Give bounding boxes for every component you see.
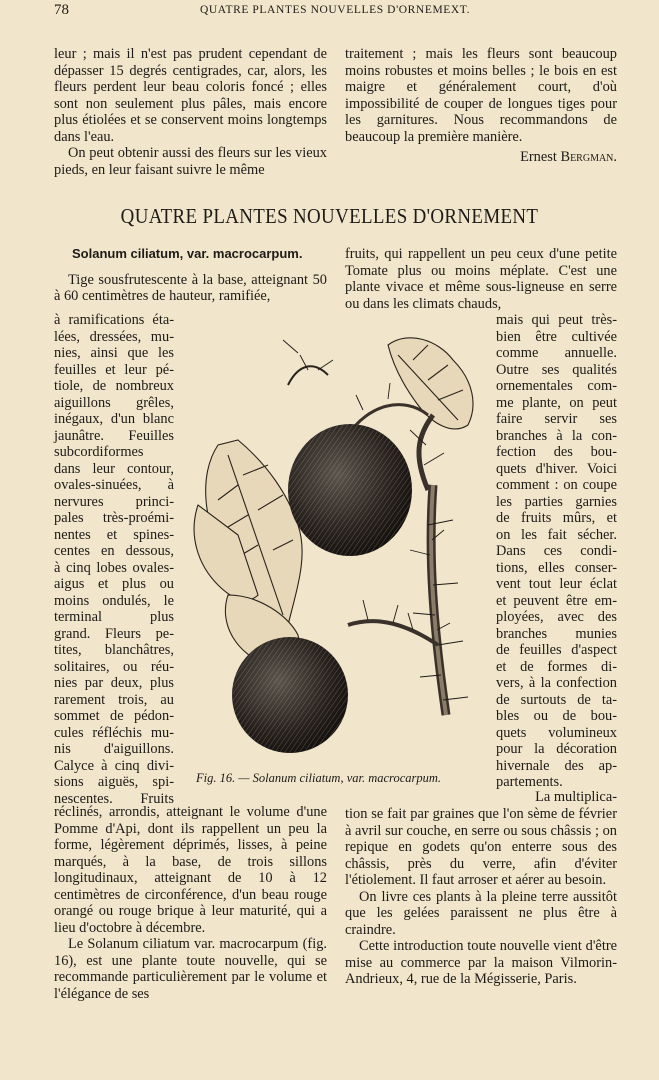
left-narrow-text — [54, 312, 174, 807]
text-line: nentes et spines- — [54, 526, 174, 543]
left-bottom-text: réclinés, arrondis, atteignant le volume d'une Pomme d'Api, dont ils rappellent un peu la forme, légèrement déprimés, lisses, à peine marqués, à la base, de trois sillons longitudinaux, atteignant de 10 à 12 centimètres de circonférence, d'un beau rouge orangé ou rouge brique à leur maturité, qui a lieu d'octobre à décembre. Le Solanum ciliatum var. macrocarpum (fig. 16), est une plante toute nouvelle, qui se recommande particulièrement par le volume et l'élégance de ses — [54, 804, 327, 1002]
text-line: faire servir ses — [496, 411, 617, 427]
paragraph: Cette introduction toute nouvelle vient d'être mise au commerce par la maison Vilmorin-Andrieux, 4, rue de la Mégisserie, Paris. — [345, 938, 617, 987]
text-line: à ramifications éta- — [54, 312, 174, 328]
page-number: 78 — [54, 2, 69, 18]
text-line: quets d'hiver. Voici — [496, 460, 617, 477]
paragraph: tion se fait par graines que l'on sème de février à avril sur couche, en serre ou sous châssis ; on repique en godets qu'on enterre sous des châssis, près du verre, afin d'éviter l'étiolement. Il faut arroser et aérer au besoin. — [345, 806, 617, 888]
text-line: branches munies — [496, 625, 617, 642]
text-line: vers, à la confection — [496, 675, 617, 691]
paragraph: leur ; mais il n'est pas prudent cependant de dépasser 15 degrés centigrades, car, alors, les fleurs perdent leur beau coloris foncé ; elles sont non seulement plus pâles, mais encore plus étiolées et se conservent moins longtemps dans l'eau. — [54, 46, 327, 145]
text-line: tions, elles conser- — [496, 559, 617, 576]
text-line: terminal plus — [54, 609, 174, 625]
solanum-engraving — [188, 325, 496, 767]
text-line: sommet de pédon- — [54, 708, 174, 724]
text-line: ovales-sinuées, à — [54, 477, 174, 493]
article-title: QUATRE PLANTES NOUVELLES D'ORNEMENT — [120, 204, 539, 228]
text-line: à cinq lobes ovales- — [54, 559, 174, 576]
signature: Ernest Bergman. — [520, 149, 617, 165]
top-right-column — [345, 46, 617, 166]
text-line: tiole, de nombreux — [54, 378, 174, 394]
text-line: tites, blanchâtres, — [54, 642, 174, 658]
text-line: Dans ces condi- — [496, 543, 617, 559]
text-line: inégaux, d'un blanc — [54, 411, 174, 427]
paragraph: traitement ; mais les fleurs sont beaucoup moins robustes et moins belles ; le bois en est maigre et généralement court, d'où impossibilité de couper de longues tiges pour les garnitures. Nous recommandons de beaucoup la première manière. — [345, 46, 617, 145]
paragraph: On peut obtenir aussi des fleurs sur les vieux pieds, en leur faisant suivre le même — [54, 145, 327, 178]
text-line: nis d'aiguillons. — [54, 741, 174, 757]
top-left-column — [54, 46, 327, 178]
paragraph: On livre ces plants à la pleine terre aussitôt que les gelées paraissent ne plus être à craindre. — [345, 888, 617, 938]
text-line: bles ou de bou- — [496, 708, 617, 724]
text-line: lées, dressées, mu- — [54, 328, 174, 345]
text-line: les parties garnies — [496, 493, 617, 510]
text-line: aiguillons grêles, — [54, 394, 174, 411]
text-line: fection des bou- — [496, 444, 617, 460]
figure-caption: Fig. 16. — Solanum ciliatum, var. macrocarpum. — [196, 771, 442, 785]
text-line: de fruits mûrs, et — [496, 510, 617, 526]
right-multiplication: La multiplica- — [535, 789, 617, 805]
text-line: partements. — [496, 774, 563, 790]
figure-illustration — [188, 325, 496, 767]
text-line: branches à la con- — [496, 427, 617, 444]
text-line: nescentes. Fruits — [54, 790, 174, 807]
running-header — [0, 2, 659, 22]
article-left-intro — [54, 246, 327, 305]
text-line: dans leur contour, — [54, 460, 174, 477]
text-line: ornementales com- — [496, 378, 617, 394]
text-line: nies, ainsi que les — [54, 345, 174, 361]
text-line: subcordiformes — [54, 444, 144, 460]
text-line: ployées, avec des — [496, 609, 617, 625]
text-line: comme annuelle. — [496, 345, 617, 361]
text-line: centes en dessous, — [54, 543, 174, 559]
text-line: et de formes di- — [496, 658, 617, 675]
right-narrow-text — [496, 312, 617, 791]
text-line: bien être cultivée — [496, 328, 617, 345]
text-line: grand. Fleurs pe- — [54, 625, 174, 642]
text-line: hivernale des ap- — [496, 757, 617, 774]
text-line: comment : on coupe — [496, 477, 617, 493]
text-line: rarement trois, au — [54, 691, 174, 708]
text-line: sions aiguës, spi- — [54, 774, 174, 790]
paragraph: Le Solanum ciliatum var. macrocarpum (fig. 16), est une plante toute nouvelle, qui se recommande particulièrement par le volume et l'élégance de ses — [54, 936, 327, 1002]
text-line: solitaires, ou réu- — [54, 658, 174, 675]
text-line: de feuilles d'aspect — [496, 642, 617, 658]
text-line: jaunâtre. Feuilles — [54, 427, 174, 444]
text-line: quets volumineux — [496, 724, 617, 741]
text-line: aigus et plus ou — [54, 576, 174, 592]
article-right-intro — [345, 246, 617, 312]
article-subtitle: Solanum ciliatum, var. macrocarpum. — [72, 246, 303, 261]
text-line: vent tout leur éclat — [496, 576, 617, 592]
text-line: moins ondulés, le — [54, 592, 174, 609]
paragraph: Tige sousfrutescente à la base, atteignant 50 à 60 centimètres de hauteur, ramifiée, — [54, 271, 327, 304]
text-line: et peuvent être em- — [496, 592, 617, 609]
paragraph: fruits, qui rappellent un peu ceux d'une petite Tomate plus ou moins méplate. C'est une plante vivace et même sous-ligneuse en serre ou dans les climats chauds, — [345, 246, 617, 312]
text-line: Calyce à cinq divi- — [54, 757, 174, 774]
text-line: nies par deux, plus — [54, 675, 174, 691]
text-line: mais qui peut très- — [496, 312, 617, 328]
running-head: QUATRE PLANTES NOUVELLES D'ORNEMEXT. — [200, 4, 471, 16]
text-line: feuilles et leur pé- — [54, 361, 174, 378]
text-line: cules réfléchis mu- — [54, 724, 174, 741]
text-line: nervures princi- — [54, 493, 174, 510]
text-line: Outre ses qualités — [496, 361, 617, 378]
text-line: de surtouts de ta- — [496, 691, 617, 708]
text-line: pour la décoration — [496, 741, 617, 757]
text-line: me plante, on peut — [496, 394, 617, 411]
text-line: on les fait sécher. — [496, 526, 617, 543]
text-line: pales très-proémi- — [54, 510, 174, 526]
article-right-bottom — [345, 806, 617, 988]
